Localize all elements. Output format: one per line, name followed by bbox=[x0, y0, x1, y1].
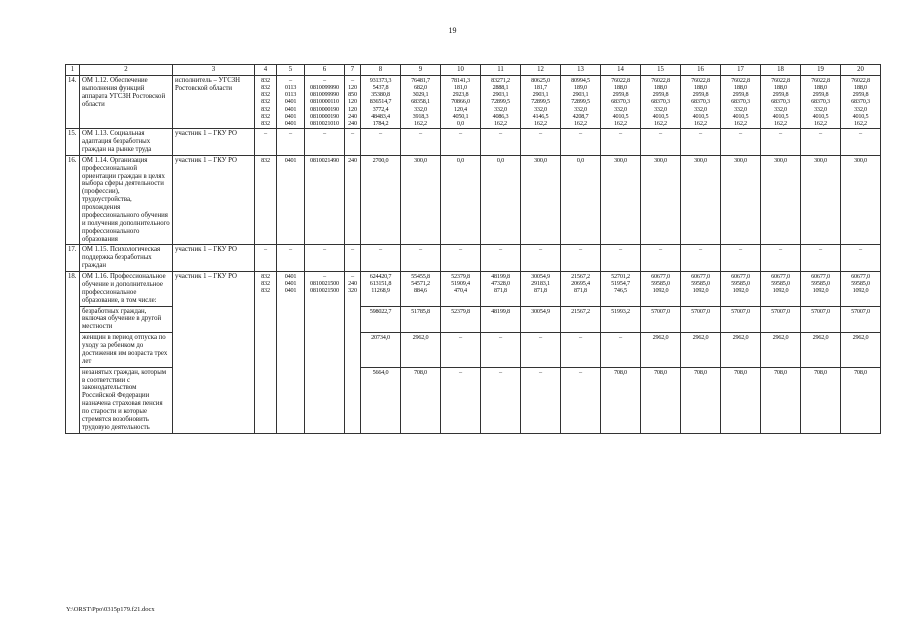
table-row bbox=[66, 155, 881, 245]
amount-cell: – bbox=[521, 367, 561, 433]
amount-cell: 55455,8 54571,2 884,6 bbox=[401, 272, 441, 307]
amount-cell: – bbox=[761, 245, 801, 272]
amount-cell: 708,0 bbox=[641, 367, 681, 433]
amount-cell: – bbox=[681, 245, 721, 272]
executor-cell: участник 1 – ГКУ РО bbox=[173, 155, 255, 245]
amount-cell: – bbox=[561, 129, 601, 156]
amount-cell: 57007,0 bbox=[801, 306, 841, 333]
amount-cell: – bbox=[721, 245, 761, 272]
amount-cell: 30054,9 bbox=[521, 306, 561, 333]
amount-cell: 52701,2 51954,7 746,5 bbox=[601, 272, 641, 307]
amount-cell: 300,0 bbox=[841, 155, 881, 245]
amount-cell: 2962,0 bbox=[681, 333, 721, 368]
budget-table bbox=[65, 64, 881, 434]
amount-cell: 931373,3 5437,8 35380,8 836514,7 3772,4 48483,4 1784,2 bbox=[361, 75, 401, 128]
column-number-cell: 4 bbox=[255, 65, 277, 76]
column-number-cell: 20 bbox=[841, 65, 881, 76]
activity-name-cell: ОМ 1.13. Социальная адаптация безработных граждан на рынке труда bbox=[80, 129, 173, 156]
amount-cell: 708,0 bbox=[841, 367, 881, 433]
column-number-cell: 12 bbox=[521, 65, 561, 76]
column-number-cell: 10 bbox=[441, 65, 481, 76]
column-number-cell: 7 bbox=[345, 65, 361, 76]
file-path-footer: Y:\ORST\Ppo\0315p179.f21.docx bbox=[66, 606, 155, 613]
amount-cell: 624420,7 613151,8 11268,9 bbox=[361, 272, 401, 307]
amount-cell: 300,0 bbox=[641, 155, 681, 245]
amount-cell: 20734,0 bbox=[361, 333, 401, 368]
amount-cell: 2962,0 bbox=[641, 333, 681, 368]
column-number-cell: 14 bbox=[601, 65, 641, 76]
column-number-cell: 18 bbox=[761, 65, 801, 76]
amount-cell: 76022,8 188,0 2959,8 68370,3 332,0 4010,5 162,2 bbox=[761, 75, 801, 128]
amount-cell: 76022,8 188,0 2959,8 68370,3 332,0 4010,5 162,2 bbox=[681, 75, 721, 128]
activity-name-cell: ОМ 1.15. Психологическая поддержка безработных граждан bbox=[80, 245, 173, 272]
amount-cell: 2962,0 bbox=[721, 333, 761, 368]
activity-name-cell: ОМ 1.16. Профессиональное обучение и дополнительное профессиональное образование, в том числе: bbox=[80, 272, 173, 307]
column-number-cell: 13 bbox=[561, 65, 601, 76]
amount-cell: 300,0 bbox=[601, 155, 641, 245]
amount-cell: – bbox=[521, 333, 561, 368]
amount-cell: – bbox=[601, 245, 641, 272]
amount-cell: – bbox=[441, 367, 481, 433]
column-number-cell: 15 bbox=[641, 65, 681, 76]
budget-code-cell: – bbox=[345, 129, 361, 156]
amount-cell: 598022,7 bbox=[361, 306, 401, 333]
executor-cell: исполнитель – УГСЗН Ростовской области bbox=[173, 75, 255, 128]
amount-cell: 76022,8 188,0 2959,8 68370,3 332,0 4010,5 162,2 bbox=[841, 75, 881, 128]
column-number-cell: 16 bbox=[681, 65, 721, 76]
amount-cell: 76022,8 188,0 2959,8 68370,3 332,0 4010,5 162,2 bbox=[721, 75, 761, 128]
subcategory-name-cell: незанятых граждан, которым в соответствии с законодательством Российской Федерации назначена страховая пенсия по старости и которые стремятся возобновить трудовую деятельность bbox=[80, 367, 173, 433]
amount-cell: – bbox=[361, 129, 401, 156]
amount-cell: 708,0 bbox=[681, 367, 721, 433]
amount-cell: – bbox=[401, 129, 441, 156]
subcategory-name-cell: безработных граждан, включая обучение в другой местности bbox=[80, 306, 173, 333]
amount-cell: 76022,8 188,0 2959,8 68370,3 332,0 4010,5 162,2 bbox=[801, 75, 841, 128]
amount-cell: 52379,8 bbox=[441, 306, 481, 333]
amount-cell: – bbox=[521, 245, 561, 272]
budget-code-cell: – 0810021500 0810021500 bbox=[305, 272, 345, 434]
page-number: 19 bbox=[448, 26, 457, 35]
budget-code-cell: – bbox=[277, 129, 305, 156]
amount-cell: 300,0 bbox=[761, 155, 801, 245]
amount-cell: – bbox=[441, 245, 481, 272]
amount-cell: 5664,0 bbox=[361, 367, 401, 433]
budget-code-cell: – bbox=[345, 245, 361, 272]
amount-cell: – bbox=[761, 129, 801, 156]
amount-cell: 2962,0 bbox=[401, 333, 441, 368]
amount-cell: – bbox=[681, 129, 721, 156]
column-number-cell: 3 bbox=[173, 65, 255, 76]
amount-cell: – bbox=[481, 129, 521, 156]
amount-cell: 2962,0 bbox=[761, 333, 801, 368]
amount-cell: 57007,0 bbox=[681, 306, 721, 333]
amount-cell: 48199,8 bbox=[481, 306, 521, 333]
amount-cell: 2700,0 bbox=[361, 155, 401, 245]
amount-cell: 2962,0 bbox=[841, 333, 881, 368]
executor-cell: участник 1 – ГКУ РО bbox=[173, 129, 255, 156]
amount-cell: – bbox=[481, 245, 521, 272]
amount-cell: – bbox=[481, 367, 521, 433]
row-number-cell: 14. bbox=[66, 75, 80, 128]
budget-code-cell: 832 832 832 832 832 832 832 bbox=[255, 75, 277, 128]
amount-cell: 83271,2 2888,1 2903,1 72899,5 332,0 4086,3 162,2 bbox=[481, 75, 521, 128]
column-number-cell: 8 bbox=[361, 65, 401, 76]
budget-code-cell: 832 832 832 bbox=[255, 272, 277, 434]
column-number-row bbox=[66, 65, 881, 76]
column-number-cell: 17 bbox=[721, 65, 761, 76]
amount-cell: 0,0 bbox=[481, 155, 521, 245]
budget-code-cell: – bbox=[305, 129, 345, 156]
amount-cell: 60677,0 59585,0 1092,0 bbox=[681, 272, 721, 307]
amount-cell: 708,0 bbox=[761, 367, 801, 433]
amount-cell: 708,0 bbox=[401, 367, 441, 433]
column-number-cell: 11 bbox=[481, 65, 521, 76]
budget-code-cell: – bbox=[305, 245, 345, 272]
row-number-cell: 17. bbox=[66, 245, 80, 272]
budget-table-body bbox=[66, 65, 881, 434]
amount-cell: 76481,7 682,0 3029,1 68358,1 332,0 3918,3 162,2 bbox=[401, 75, 441, 128]
amount-cell: – bbox=[601, 129, 641, 156]
budget-code-cell: – bbox=[255, 129, 277, 156]
subcategory-name-cell: женщин в период отпуска по уходу за ребенком до достижения им возраста трех лет bbox=[80, 333, 173, 368]
budget-code-cell: 0401 bbox=[277, 155, 305, 245]
budget-code-cell: – 0113 0113 0401 0401 0401 0401 bbox=[277, 75, 305, 128]
amount-cell: 60677,0 59585,0 1092,0 bbox=[641, 272, 681, 307]
table-row bbox=[66, 245, 881, 272]
amount-cell: 51993,2 bbox=[601, 306, 641, 333]
budget-code-cell: 240 bbox=[345, 155, 361, 245]
activity-name-cell: ОМ 1.12. Обеспечение выполнения функций аппарата УГСЗН Ростовской области bbox=[80, 75, 173, 128]
amount-cell: 52379,8 51909,4 470,4 bbox=[441, 272, 481, 307]
amount-cell: 60677,0 59585,0 1092,0 bbox=[761, 272, 801, 307]
amount-cell: – bbox=[841, 245, 881, 272]
row-number-cell: 15. bbox=[66, 129, 80, 156]
column-number-cell: 19 bbox=[801, 65, 841, 76]
table-row bbox=[66, 272, 881, 307]
amount-cell: – bbox=[641, 245, 681, 272]
amount-cell: – bbox=[361, 245, 401, 272]
amount-cell: 76022,8 188,0 2959,8 68370,3 332,0 4010,5 162,2 bbox=[601, 75, 641, 128]
amount-cell: – bbox=[601, 333, 641, 368]
amount-cell: 78141,3 181,0 2923,8 70866,0 120,4 4050,1 0,0 bbox=[441, 75, 481, 128]
column-number-cell: 1 bbox=[66, 65, 80, 76]
amount-cell: 80625,0 181,7 2903,1 72899,5 332,0 4146,5 162,2 bbox=[521, 75, 561, 128]
amount-cell: 80994,5 189,0 2903,1 72899,5 332,0 4208,7 162,2 bbox=[561, 75, 601, 128]
budget-code-cell: – bbox=[277, 245, 305, 272]
budget-code-cell: – 120 850 120 120 240 240 bbox=[345, 75, 361, 128]
row-number-cell: 16. bbox=[66, 155, 80, 245]
amount-cell: 51785,8 bbox=[401, 306, 441, 333]
amount-cell: 2962,0 bbox=[801, 333, 841, 368]
budget-code-cell: 0401 0401 0401 bbox=[277, 272, 305, 434]
column-number-cell: 5 bbox=[277, 65, 305, 76]
amount-cell: 21567,2 20695,4 871,8 bbox=[561, 272, 601, 307]
row-number-cell: 18. bbox=[66, 272, 80, 434]
amount-cell: – bbox=[841, 129, 881, 156]
amount-cell: – bbox=[441, 333, 481, 368]
table-row bbox=[66, 129, 881, 156]
amount-cell: – bbox=[641, 129, 681, 156]
amount-cell: 300,0 bbox=[801, 155, 841, 245]
amount-cell: – bbox=[481, 333, 521, 368]
amount-cell: – bbox=[521, 129, 561, 156]
amount-cell: 300,0 bbox=[521, 155, 561, 245]
budget-code-cell: – 0810099990 0810099990 0810000110 0810000190 0810000190 0810021010 bbox=[305, 75, 345, 128]
executor-cell: участник 1 – ГКУ РО bbox=[173, 245, 255, 272]
amount-cell: 21567,2 bbox=[561, 306, 601, 333]
amount-cell: 300,0 bbox=[401, 155, 441, 245]
amount-cell: 300,0 bbox=[681, 155, 721, 245]
amount-cell: 57007,0 bbox=[641, 306, 681, 333]
amount-cell: – bbox=[441, 129, 481, 156]
amount-cell: – bbox=[561, 245, 601, 272]
amount-cell: 48199,8 47328,0 871,8 bbox=[481, 272, 521, 307]
amount-cell: 300,0 bbox=[721, 155, 761, 245]
amount-cell: 57007,0 bbox=[721, 306, 761, 333]
amount-cell: – bbox=[561, 333, 601, 368]
budget-code-cell: – bbox=[255, 245, 277, 272]
amount-cell: 60677,0 59585,0 1092,0 bbox=[841, 272, 881, 307]
amount-cell: – bbox=[801, 245, 841, 272]
amount-cell: 57007,0 bbox=[761, 306, 801, 333]
amount-cell: 0,0 bbox=[441, 155, 481, 245]
column-number-cell: 9 bbox=[401, 65, 441, 76]
amount-cell: 76022,8 188,0 2959,8 68370,3 332,0 4010,5 162,2 bbox=[641, 75, 681, 128]
amount-cell: 57007,0 bbox=[841, 306, 881, 333]
activity-name-cell: ОМ 1.14. Организация профессиональной ориентации граждан в целях выбора сферы деятельности (профессии), трудоустройства, прохождения профессионального обучения и получения дополнительного профессионального образования bbox=[80, 155, 173, 245]
amount-cell: – bbox=[561, 367, 601, 433]
table-row bbox=[66, 75, 881, 128]
budget-code-cell: 832 bbox=[255, 155, 277, 245]
amount-cell: 60677,0 59585,0 1092,0 bbox=[801, 272, 841, 307]
budget-code-cell: – 240 320 bbox=[345, 272, 361, 434]
amount-cell: – bbox=[801, 129, 841, 156]
amount-cell: 60677,0 59585,0 1092,0 bbox=[721, 272, 761, 307]
amount-cell: 30054,9 29183,1 871,8 bbox=[521, 272, 561, 307]
amount-cell: 708,0 bbox=[601, 367, 641, 433]
budget-code-cell: 0810021490 bbox=[305, 155, 345, 245]
column-number-cell: 6 bbox=[305, 65, 345, 76]
executor-cell: участник 1 – ГКУ РО bbox=[173, 272, 255, 434]
column-number-cell: 2 bbox=[80, 65, 173, 76]
amount-cell: 0,0 bbox=[561, 155, 601, 245]
amount-cell: – bbox=[721, 129, 761, 156]
amount-cell: – bbox=[401, 245, 441, 272]
amount-cell: 708,0 bbox=[801, 367, 841, 433]
amount-cell: 708,0 bbox=[721, 367, 761, 433]
